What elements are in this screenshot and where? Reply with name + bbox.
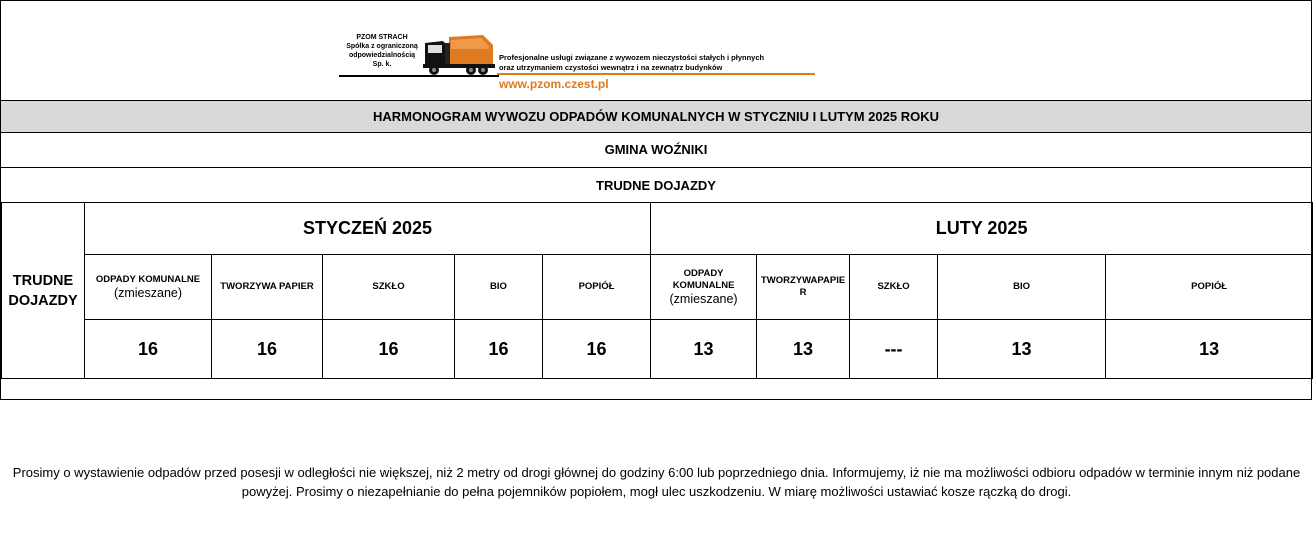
category-header: TWORZYWAPAPIE R <box>757 255 850 320</box>
month-header-row <box>2 203 1313 255</box>
company-website: www.pzom.czest.pl <box>499 77 609 91</box>
category-header: POPIÓŁ <box>543 255 651 320</box>
company-tagline: Profesjonalne usługi związane z wywozem nieczystości stałych i płynnych oraz utrzymaniem czystości wewnątrz i na zewnątrz budynków <box>499 53 765 72</box>
category-row <box>2 255 1313 320</box>
municipality-heading: GMINA WOŹNIKI <box>1 132 1311 167</box>
pickup-day-cell: 16 <box>85 320 212 379</box>
logo-accent-line <box>497 73 815 75</box>
pickup-day-cell: --- <box>850 320 938 379</box>
month-header-february: LUTY 2025 <box>651 203 1313 255</box>
footer-note: Prosimy o wystawienie odpadów przed posesji w odległości nie większej, niż 2 metry od drogi głównej do godziny 6:00 lub poprzedniego dnia. Informujemy, iż nie ma możliwości odbioru odpadów w terminie innym niż podane powyżej. Prosimy o niezapełnianie do pełna pojemników popiołem, mogł ulec uszkodzeniu. W miarę możliwości ustawiać kosze rączką do drogi. <box>12 465 1301 499</box>
company-logo <box>339 31 819 93</box>
letterhead <box>1 1 1311 100</box>
logo-underline <box>339 75 499 77</box>
category-header: SZKŁO <box>323 255 455 320</box>
category-header: POPIÓŁ <box>1106 255 1313 320</box>
category-header: BIO <box>938 255 1106 320</box>
document-title: HARMONOGRAM WYWOZU ODPADÓW KOMUNALNYCH W STYCZNIU I LUTYM 2025 ROKU <box>1 100 1311 132</box>
month-header-january: STYCZEŃ 2025 <box>85 203 651 255</box>
empty-table-row <box>1 379 1311 400</box>
pickup-day-cell: 16 <box>323 320 455 379</box>
category-header: SZKŁO <box>850 255 938 320</box>
pickup-day-row <box>2 320 1313 379</box>
pickup-day-cell: 13 <box>938 320 1106 379</box>
pickup-day-cell: 13 <box>651 320 757 379</box>
pickup-day-cell: 16 <box>543 320 651 379</box>
pickup-day-cell: 16 <box>455 320 543 379</box>
category-header: ODPADY KOMUNALNE (zmieszane) <box>651 255 757 320</box>
garbage-truck-icon <box>421 31 499 77</box>
category-header: ODPADY KOMUNALNE (zmieszane) <box>85 255 212 320</box>
pickup-day-cell: 16 <box>212 320 323 379</box>
category-header: BIO <box>455 255 543 320</box>
area-heading: TRUDNE DOJAZDY <box>1 167 1311 203</box>
pickup-day-cell: 13 <box>757 320 850 379</box>
pickup-day-cell: 13 <box>1106 320 1313 379</box>
category-header: TWORZYWA PAPIER <box>212 255 323 320</box>
company-name: PZOM STRACH Spółka z ograniczoną odpowiedzialnością Sp. k. <box>346 34 418 68</box>
collection-schedule-table <box>1 202 1313 379</box>
row-label: TRUDNE DOJAZDY <box>2 203 85 379</box>
